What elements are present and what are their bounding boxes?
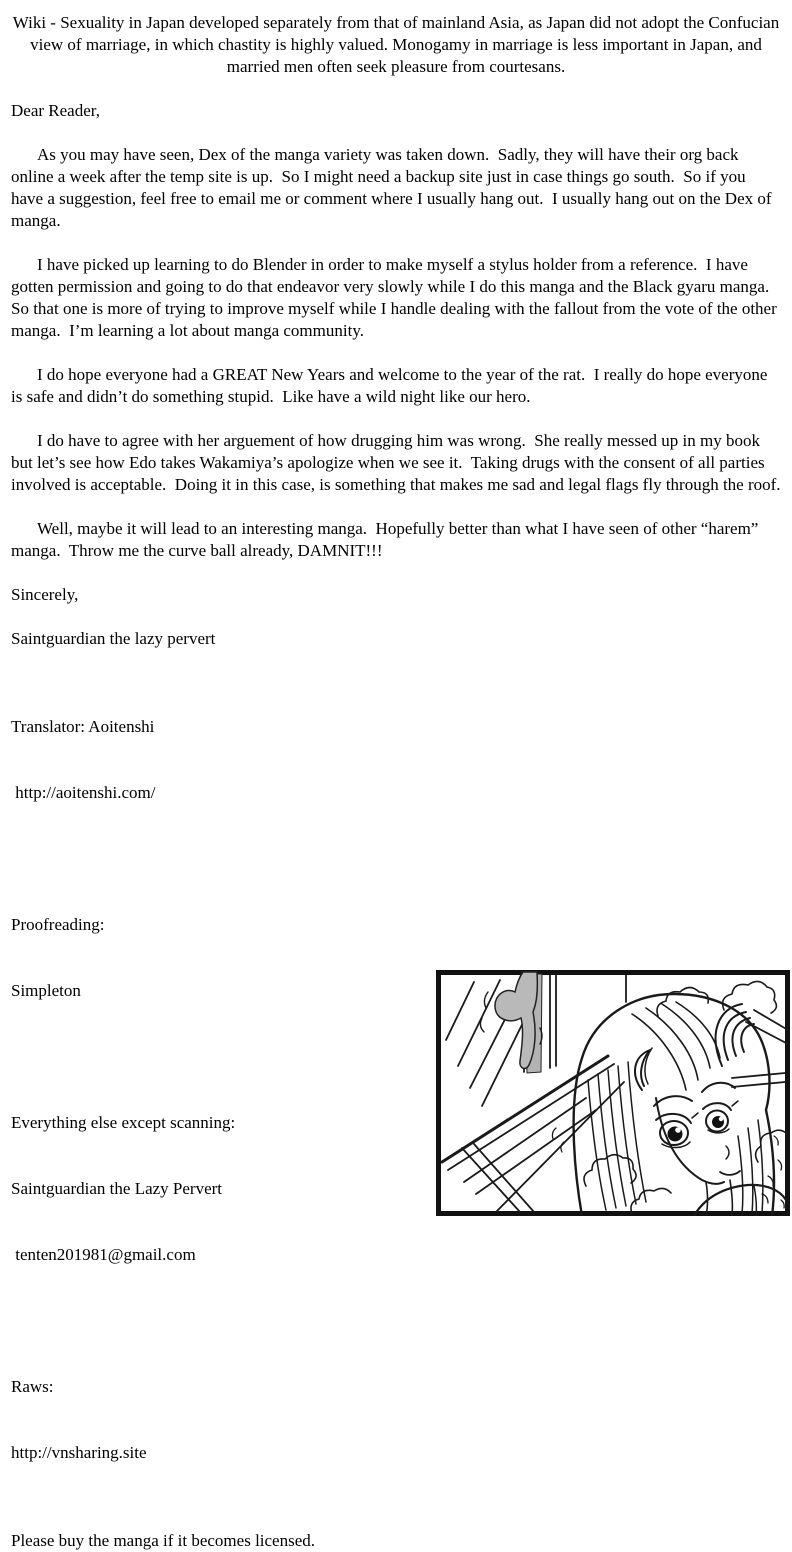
credit-line: Raws:: [11, 1377, 54, 1396]
credit-line-email: tenten201981@gmail.com: [11, 1245, 196, 1264]
credit-line-url: http://vnsharing.site: [11, 1443, 147, 1462]
credit-line: Saintguardian the Lazy Pervert: [11, 1179, 223, 1198]
letter-paragraph: I have picked up learning to do Blender in order to make myself a stylus holder from a reference. I have gotten permission and going to do that endeavor very slowly while I do this manga and the Black gyaru manga. So that one is more of trying to improve myself while I handle dealing with the fallout from the vote of the other manga. I’m learning a lot about manga community.: [11, 255, 782, 340]
signature: Saintguardian the lazy pervert: [11, 629, 216, 648]
letter-paragraph: I do have to agree with her arguement of how drugging him was wrong. She really messed up in my book but let’s see how Edo takes Wakamiya’s apologize when we see it. Taking drugs with the consent of all parties involved is acceptable. Doing it in this case, is something that makes me sad and legal flags fly through the roof.: [11, 431, 781, 494]
credit-block-raws: [11, 1332, 781, 1508]
bath-scene-manga-panel: [436, 970, 790, 1216]
header-wiki-note: Wiki - Sexuality in Japan developed separately from that of mainland Asia, as Japan did not adopt the Confucian view of marriage, in which chastity is highly valued. Monogamy in marriage is less important in Japan, and married men often seek pleasure from courtesans.: [12, 13, 784, 76]
salutation: Dear Reader,: [11, 101, 100, 120]
manga-panel-illustration: [436, 970, 790, 1216]
closing: Sincerely,: [11, 585, 79, 604]
letter-paragraph: I do hope everyone had a GREAT New Years and welcome to the year of the rat. I really do hope everyone is safe and didn’t do something stupid. Like have a wild night like our hero.: [11, 365, 772, 406]
credit-line-url: http://aoitenshi.com/: [11, 783, 156, 802]
credit-block-translator: [11, 672, 781, 848]
letter-paragraph: Well, maybe it will lead to an interesting manga. Hopefully better than what I have seen of other “harem” manga. Throw me the curve ball already, DAMNIT!!!: [11, 519, 763, 560]
letter-paragraph: As you may have seen, Dex of the manga variety was taken down. Sadly, they will have their org back online a week after the temp site is up. So I might need a backup site just in case things go south. So if you have a suggestion, feel free to email me or comment where I usually hang out. I usually hang out on the Dex of manga.: [11, 145, 776, 230]
credit-line: Proofreading:: [11, 915, 105, 934]
credit-line: Translator: Aoitenshi: [11, 717, 155, 736]
credit-line: Simpleton: [11, 981, 81, 1000]
credit-line: Everything else except scanning:: [11, 1113, 236, 1132]
footer-license-note: Please buy the manga if it becomes licensed.: [11, 1531, 316, 1550]
